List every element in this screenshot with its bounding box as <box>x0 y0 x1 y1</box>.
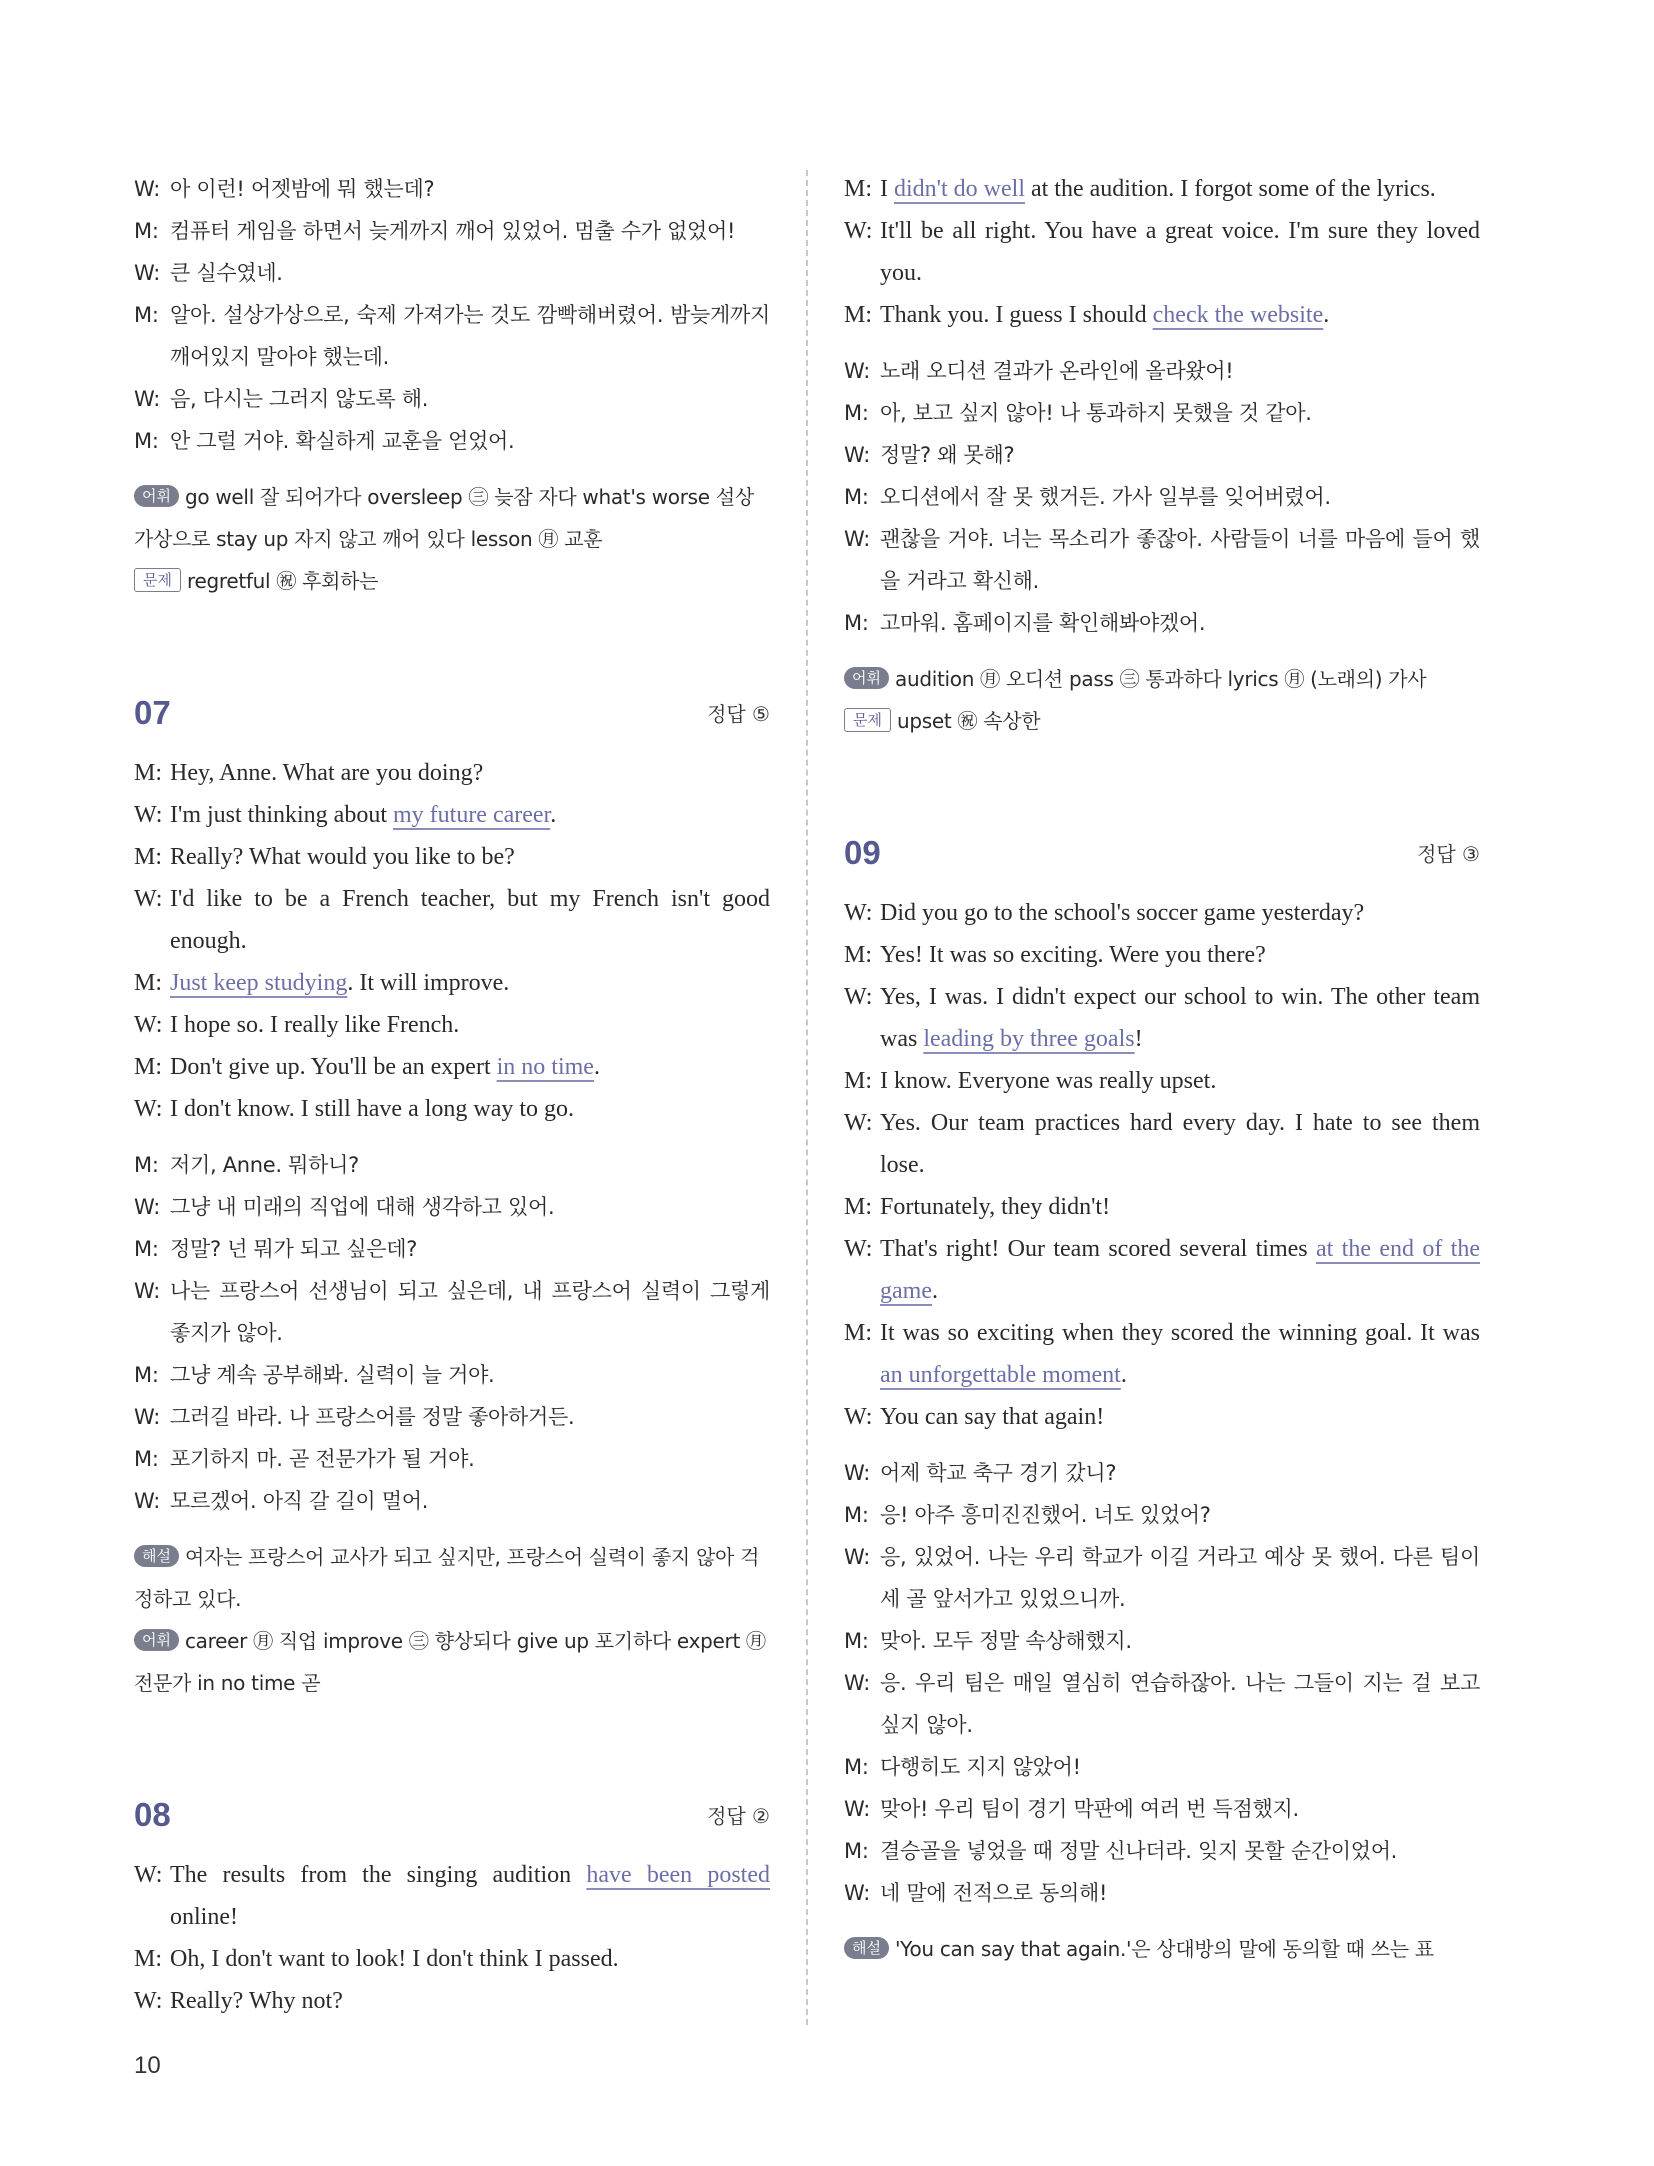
line-text: . <box>931 1278 938 1304</box>
dialogue-line <box>844 434 1480 476</box>
line-text: 컴퓨터 게임을 하면서 늦게까지 깨어 있었어. 멈출 수가 없었어! <box>170 219 736 243</box>
dialogue-line <box>844 1452 1480 1494</box>
dialogue-line <box>844 1060 1480 1102</box>
line-text: Thank you. I guess I should <box>880 302 1153 328</box>
dialogue-line <box>844 1102 1480 1186</box>
line-text: 응! 아주 흥미진진했어. 너도 있었어? <box>880 1503 1211 1527</box>
speaker-label: W: <box>844 1110 873 1136</box>
dialogue-english <box>134 1854 770 2022</box>
speaker-label: W: <box>844 218 873 244</box>
dialogue-line <box>844 1620 1480 1662</box>
line-text: 안 그럴 거야. 확실하게 교훈을 얻었어. <box>170 429 515 453</box>
speaker-label: W: <box>134 1489 161 1513</box>
dialogue-line <box>844 934 1480 976</box>
dialogue-line <box>844 1228 1480 1312</box>
speaker-label: W: <box>844 1881 871 1905</box>
dialogue-line <box>844 1788 1480 1830</box>
line-text: Yes. Our team practices hard every day. I hate to see them lose. <box>880 1110 1480 1178</box>
speaker-label: W: <box>134 1862 163 1888</box>
speaker-label: W: <box>134 886 163 912</box>
explanation-text: 여자는 프랑스어 교사가 되고 싶지만, 프랑스어 실력이 좋지 않아 걱정하고 있다. <box>134 1545 760 1611</box>
dialogue-line <box>134 1144 770 1186</box>
line-text: 그냥 계속 공부해봐. 실력이 늘 거야. <box>170 1363 495 1387</box>
line-text: 모르겠어. 아직 갈 길이 멀어. <box>170 1489 429 1513</box>
dialogue-line <box>134 1046 770 1088</box>
dialogue-line <box>134 210 770 252</box>
speaker-label: M: <box>844 1320 873 1346</box>
line-text: 큰 실수였네. <box>170 261 283 285</box>
dialogue-line <box>844 602 1480 644</box>
dialogue-line <box>134 962 770 1004</box>
dialogue-line <box>844 1494 1480 1536</box>
speaker-label: M: <box>844 942 873 968</box>
line-text: You can say that again! <box>880 1404 1105 1430</box>
speaker-label: W: <box>134 387 161 411</box>
dialogue-line <box>134 1396 770 1438</box>
dialogue-line <box>134 1480 770 1522</box>
dialogue-english <box>844 892 1480 1438</box>
speaker-label: M: <box>844 1503 869 1527</box>
vocab-tag: 어휘 <box>134 1629 179 1651</box>
explanation-tag: 해설 <box>844 1937 889 1959</box>
line-text: 그냥 내 미래의 직업에 대해 생각하고 있어. <box>170 1195 555 1219</box>
vocab-items: audition ㊊ 오디션 pass ㊂ 통과하다 lyrics ㊊ (노래의) 가사 <box>894 667 1427 691</box>
line-text: 아 이런! 어젯밤에 뭐 했는데? <box>170 177 435 201</box>
line-text: 고마워. 홈페이지를 확인해봐야겠어. <box>880 611 1206 635</box>
dialogue-line <box>844 892 1480 934</box>
section-header-09 <box>844 828 1480 892</box>
line-text: The results from the singing audition <box>170 1862 587 1888</box>
answer-label: 정답 ③ <box>1417 842 1480 866</box>
line-text: 알아. 설상가상으로, 숙제 가져가는 것도 깜빡해버렸어. 밤늦게까지 깨어있지 말아야 했는데. <box>170 303 770 369</box>
line-text: . <box>1120 1362 1127 1388</box>
line-text: . <box>593 1054 600 1080</box>
speaker-label: M: <box>844 485 869 509</box>
speaker-label: M: <box>844 1839 869 1863</box>
vocab-items-2: regretful ㊗ 후회하는 <box>186 569 379 593</box>
speaker-label: M: <box>134 844 163 870</box>
dialogue-line <box>134 168 770 210</box>
line-text: It'll be all right. You have a great voice. I'm sure they loved you. <box>880 218 1480 286</box>
line-text: I know. Everyone was really upset. <box>880 1068 1217 1094</box>
explanation-note <box>134 1536 770 1620</box>
speaker-label: M: <box>134 429 159 453</box>
vocab-note <box>134 476 770 602</box>
vocab-tag: 어휘 <box>134 485 179 507</box>
vocab-items: career ㊊ 직업 improve ㊂ 향상되다 give up 포기하다 expert ㊊ 전문가 in no time 곧 <box>134 1629 766 1695</box>
dialogue-line <box>134 836 770 878</box>
line-text: 노래 오디션 결과가 온라인에 올라왔어! <box>880 359 1234 383</box>
dialogue-line <box>134 294 770 378</box>
line-text: 아, 보고 싶지 않아! 나 통과하지 못했을 것 같아. <box>880 401 1312 425</box>
question-number: 07 <box>134 694 171 731</box>
dialogue-line <box>844 1830 1480 1872</box>
dialogue-translation <box>844 350 1480 644</box>
speaker-label: W: <box>134 1405 161 1429</box>
line-text: 저기, Anne. 뭐하니? <box>170 1153 359 1177</box>
line-text: Don't give up. You'll be an expert <box>170 1054 497 1080</box>
answer-phrase: leading by three goals <box>923 1026 1135 1052</box>
dialogue-line <box>844 1536 1480 1620</box>
answer-phrase: in no time <box>496 1054 594 1080</box>
dialogue-line <box>844 168 1480 210</box>
line-text: 맞아. 모두 정말 속상해했지. <box>880 1629 1132 1653</box>
line-text: . <box>550 802 557 828</box>
answer-label: 정답 ② <box>707 1804 770 1828</box>
speaker-label: W: <box>134 261 161 285</box>
question-number: 09 <box>844 834 881 871</box>
dialogue-line <box>844 392 1480 434</box>
answer-phrase: Just keep studying <box>170 970 348 996</box>
line-text: . It will improve. <box>347 970 510 996</box>
dialogue-line <box>844 1872 1480 1914</box>
explanation-text: 'You can say that again.'은 상대방의 말에 동의할 때 쓰는 표 <box>894 1937 1434 1961</box>
line-text: I <box>880 176 894 202</box>
line-text: Did you go to the school's soccer game yesterday? <box>880 900 1365 926</box>
speaker-label: M: <box>844 176 873 202</box>
dialogue-line <box>134 1186 770 1228</box>
line-text: 맞아! 우리 팀이 경기 막판에 여러 번 득점했지. <box>880 1797 1299 1821</box>
speaker-label: W: <box>844 1404 873 1430</box>
speaker-label: M: <box>134 1054 163 1080</box>
speaker-label: M: <box>844 401 869 425</box>
dialogue-line <box>844 1186 1480 1228</box>
line-text: 다행히도 지지 않았어! <box>880 1755 1081 1779</box>
line-text: 네 말에 전적으로 동의해! <box>880 1881 1108 1905</box>
line-text: online! <box>170 1904 238 1930</box>
dialogue-line <box>134 1270 770 1354</box>
speaker-label: W: <box>844 900 873 926</box>
dialogue-line <box>844 518 1480 602</box>
dialogue-line <box>844 294 1480 336</box>
dialogue-line <box>844 1312 1480 1396</box>
line-text: Yes! It was so exciting. Were you there? <box>880 942 1266 968</box>
dialogue-line <box>844 210 1480 294</box>
speaker-label: W: <box>134 802 163 828</box>
speaker-label: W: <box>134 1012 163 1038</box>
line-text: I don't know. I still have a long way to go. <box>170 1096 575 1122</box>
answer-phrase: check the website <box>1152 302 1324 328</box>
dialogue-line <box>844 1662 1480 1746</box>
speaker-label: M: <box>844 302 873 328</box>
speaker-label: M: <box>134 1447 159 1471</box>
dialogue-line <box>134 878 770 962</box>
line-text: Fortunately, they didn't! <box>880 1194 1111 1220</box>
answer-label: 정답 ⑤ <box>707 702 770 726</box>
speaker-label: W: <box>844 359 871 383</box>
speaker-label: W: <box>844 984 873 1010</box>
column-divider <box>806 170 808 2025</box>
dialogue-english <box>134 752 770 1130</box>
dialogue-line <box>134 794 770 836</box>
dialogue-line <box>134 1854 770 1938</box>
line-text: 응, 있었어. 나는 우리 학교가 이길 거라고 예상 못 했어. 다른 팀이 세 골 앞서가고 있었으니까. <box>880 1545 1480 1611</box>
dialogue-line <box>134 1088 770 1130</box>
dialogue-line <box>844 350 1480 392</box>
speaker-label: M: <box>134 760 163 786</box>
speaker-label: W: <box>134 1988 163 2014</box>
line-text: ! <box>1134 1026 1143 1052</box>
line-text: Really? Why not? <box>170 1988 343 2014</box>
line-text: 나는 프랑스어 선생님이 되고 싶은데, 내 프랑스어 실력이 그렇게 좋지가 않아. <box>170 1279 770 1345</box>
dialogue-line <box>844 476 1480 518</box>
line-text: 그러길 바라. 나 프랑스어를 정말 좋아하거든. <box>170 1405 575 1429</box>
line-text: That's right! Our team scored several times <box>880 1236 1316 1262</box>
vocab-items: go well 잘 되어가다 oversleep ㊂ 늦잠 자다 what's worse 설상가상으로 stay up 자지 않고 깨어 있다 lesson ㊊ 교훈 <box>134 485 754 551</box>
speaker-label: M: <box>134 1363 159 1387</box>
dialogue-translation <box>134 168 770 462</box>
line-text: Really? What would you like to be? <box>170 844 515 870</box>
dialogue-line <box>134 1004 770 1046</box>
dialogue-line <box>134 420 770 462</box>
line-text: 포기하지 마. 곧 전문가가 될 거야. <box>170 1447 475 1471</box>
speaker-label: M: <box>844 611 869 635</box>
speaker-label: M: <box>844 1629 869 1653</box>
answer-phrase: didn't do well <box>894 176 1025 202</box>
explanation-tag: 해설 <box>134 1545 179 1567</box>
vocab-items-2: upset ㊗ 속상한 <box>896 709 1041 733</box>
speaker-label: M: <box>844 1068 873 1094</box>
speaker-label: M: <box>134 1237 159 1261</box>
problem-tag: 문제 <box>134 568 181 592</box>
dialogue-line <box>844 976 1480 1060</box>
dialogue-line <box>134 252 770 294</box>
vocab-note <box>134 1620 770 1704</box>
line-text: 오디션에서 잘 못 했거든. 가사 일부를 잊어버렸어. <box>880 485 1331 509</box>
question-number: 08 <box>134 1796 171 1833</box>
dialogue-line <box>844 1396 1480 1438</box>
line-text: I hope so. I really like French. <box>170 1012 460 1038</box>
dialogue-translation <box>134 1144 770 1522</box>
dialogue-translation <box>844 1452 1480 1914</box>
dialogue-line <box>134 752 770 794</box>
line-text: I'd like to be a French teacher, but my French isn't good enough. <box>170 886 770 954</box>
left-column <box>134 168 770 2022</box>
line-text: at the audition. I forgot some of the lyrics. <box>1024 176 1436 202</box>
line-text: 어제 학교 축구 경기 갔니? <box>880 1461 1117 1485</box>
answer-phrase: an unforgettable moment <box>880 1362 1121 1388</box>
speaker-label: W: <box>844 1671 871 1695</box>
speaker-label: W: <box>844 527 871 551</box>
line-text: Hey, Anne. What are you doing? <box>170 760 484 786</box>
line-text: 정말? 넌 뭐가 되고 싶은데? <box>170 1237 418 1261</box>
page-number: 10 <box>134 2052 161 2079</box>
speaker-label: W: <box>844 1236 873 1262</box>
speaker-label: W: <box>134 1279 161 1303</box>
speaker-label: W: <box>134 1096 163 1122</box>
dialogue-line <box>134 1980 770 2022</box>
line-text: . <box>1323 302 1330 328</box>
speaker-label: M: <box>844 1194 873 1220</box>
line-text: 정말? 왜 못해? <box>880 443 1015 467</box>
section-header-07 <box>134 688 770 752</box>
line-text: Yes, I was. I didn't expect our school to win. The other team was <box>880 984 1480 1052</box>
speaker-label: W: <box>844 1797 871 1821</box>
dialogue-english <box>844 168 1480 336</box>
speaker-label: M: <box>134 219 159 243</box>
dialogue-line <box>844 1746 1480 1788</box>
dialogue-line <box>134 1938 770 1980</box>
section-header-08 <box>134 1790 770 1854</box>
speaker-label: W: <box>134 177 161 201</box>
answer-phrase: at the end of the game <box>880 1236 1480 1304</box>
problem-tag: 문제 <box>844 708 891 732</box>
line-text: It was so exciting when they scored the winning goal. It was <box>880 1320 1480 1346</box>
line-text: 결승골을 넣었을 때 정말 신나더라. 잊지 못할 순간이었어. <box>880 1839 1398 1863</box>
line-text: 응. 우리 팀은 매일 열심히 연습하잖아. 나는 그들이 지는 걸 보고 싶지 않아. <box>880 1671 1480 1737</box>
speaker-label: M: <box>134 970 163 996</box>
dialogue-line <box>134 378 770 420</box>
speaker-label: W: <box>844 1461 871 1485</box>
right-column <box>844 168 1480 1970</box>
dialogue-line <box>134 1438 770 1480</box>
vocab-tag: 어휘 <box>844 667 889 689</box>
line-text: 괜찮을 거야. 너는 목소리가 좋잖아. 사람들이 너를 마음에 들어 했을 거라고 확신해. <box>880 527 1480 593</box>
answer-phrase: my future career <box>392 802 551 828</box>
vocab-note <box>844 658 1480 742</box>
speaker-label: W: <box>844 443 871 467</box>
dialogue-line <box>134 1354 770 1396</box>
line-text: 음, 다시는 그러지 않도록 해. <box>170 387 429 411</box>
line-text: Oh, I don't want to look! I don't think I passed. <box>170 1946 619 1972</box>
speaker-label: W: <box>844 1545 871 1569</box>
speaker-label: M: <box>844 1755 869 1779</box>
dialogue-line <box>134 1228 770 1270</box>
answer-phrase: have been posted <box>586 1862 770 1888</box>
speaker-label: M: <box>134 1946 163 1972</box>
explanation-note <box>844 1928 1480 1970</box>
speaker-label: M: <box>134 1153 159 1177</box>
speaker-label: M: <box>134 303 159 327</box>
speaker-label: W: <box>134 1195 161 1219</box>
line-text: I'm just thinking about <box>170 802 393 828</box>
